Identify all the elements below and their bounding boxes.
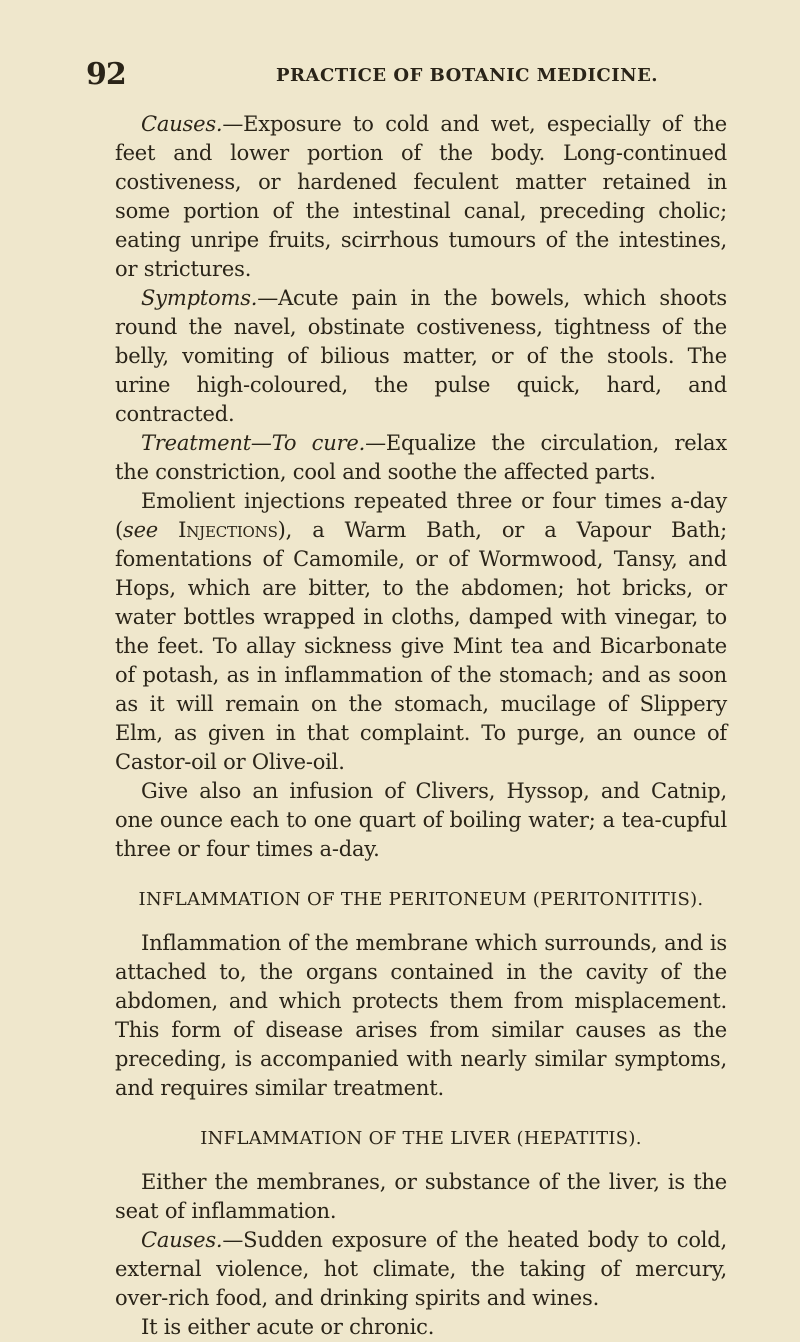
hepatitis-causes-lead: Causes. — [141, 1228, 223, 1252]
emolient-paragraph — [115, 487, 727, 777]
treatment-lead: Treatment—To cure. — [141, 431, 366, 455]
causes-paragraph — [115, 110, 727, 284]
infusion-paragraph: Give also an infusion of Clivers, Hyssop, and Catnip, one ounce each to one quart of boiling water; a tea-cupful three or four times a-day. — [115, 779, 727, 861]
symptoms-lead: Symptoms. — [141, 286, 258, 310]
treatment-paragraph — [115, 429, 727, 487]
hepatitis-heading: INFLAMMATION OF THE LIVER (HEPATITIS). — [200, 1128, 642, 1149]
emolient-prefix: Emolient injections repeated three or four times a-day ( — [115, 489, 727, 542]
causes-text: —Exposure to cold and wet, especially of the feet and lower portion of the body. Long-continued costiveness, or hardened feculent matter retained in some portion of the intestinal canal, preceding cholic; eating unripe fruits, scirrhous tumours of the intestines, or strictures. — [115, 112, 727, 281]
hepatitis-intro-paragraph: Either the membranes, or substance of the liver, is the seat of inflammation. — [115, 1170, 727, 1223]
symptoms-text: —Acute pain in the bowels, which shoots round the navel, obstinate costiveness, tightness of the belly, vomiting of bilious matter, or of the stools. The urine high-coloured, the pulse quick, hard, and contracted. — [115, 286, 727, 426]
peritonitis-heading: INFLAMMATION OF THE PERITONEUM (PERITONITITIS). — [138, 889, 704, 910]
running-title: PRACTICE OF BOTANIC MEDICINE. — [276, 65, 659, 86]
page-number: 92 — [86, 57, 126, 92]
causes-lead: Causes. — [141, 112, 223, 136]
running-head — [86, 58, 728, 92]
emolient-injections: Injections — [158, 518, 278, 542]
symptoms-paragraph — [115, 284, 727, 429]
peritonitis-paragraph: Inflammation of the membrane which surrounds, and is attached to, the organs contained in the cavity of the abdomen, and which protects them from misplacement. This form of disease arises from similar causes as the preceding, is accompanied with nearly similar symptoms, and requires similar treatment. — [115, 931, 727, 1100]
emolient-see: see — [123, 518, 159, 542]
chronic-paragraph: It is either acute or chronic. — [141, 1315, 435, 1339]
emolient-suffix: ), a Warm Bath, or a Vapour Bath; fomentations of Camomile, or of Wormwood, Tansy, and Hops, which are bitter, to the abdomen; hot bricks, or water bottles wrapped in cloths, damped with vinegar, to the feet. To allay sickness give Mint tea and Bicarbonate of potash, as in inflammation of the stomach; and as soon as it will remain on the stomach, mucilage of Slippery Elm, as given in that complaint. To purge, an ounce of Castor-oil or Olive-oil. — [115, 518, 727, 774]
hepatitis-causes-paragraph — [115, 1226, 727, 1313]
page-body — [115, 110, 727, 1342]
treatment-text: —Equalize the circulation, relax the constriction, cool and soothe the affected parts. — [115, 431, 727, 484]
hepatitis-causes-text: —Sudden exposure of the heated body to cold, external violence, hot climate, the taking of mercury, over-rich food, and drinking spirits and wines. — [115, 1228, 727, 1310]
